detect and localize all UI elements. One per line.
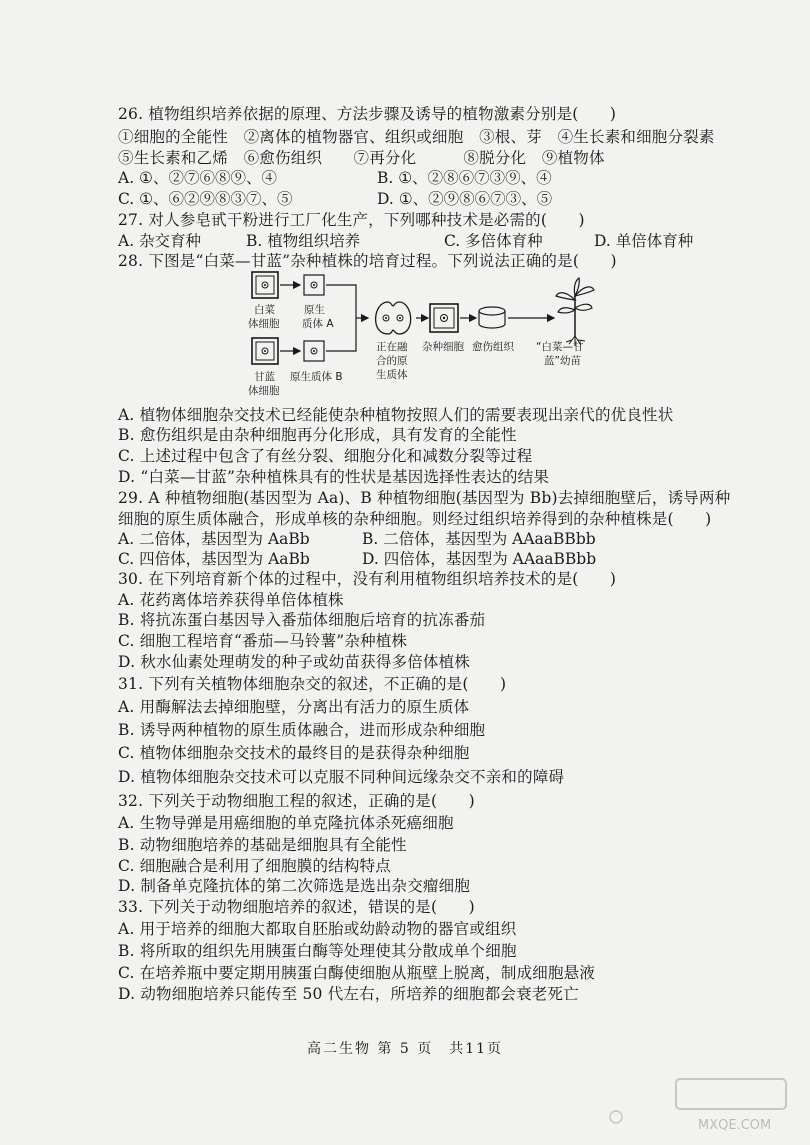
q30-option-c: C. 细胞工程培育“番茄—马铃薯”杂种植株 (118, 632, 408, 650)
q31-option-d: D. 植物体细胞杂交技术可以克服不同种间远缘杂交不亲和的障碍 (118, 768, 565, 786)
q27-stem: 27. 对人参皂甙干粉进行工厂化生产，下列哪种技术是必需的( ) (118, 211, 585, 229)
q29-stem: 29. A 种植物细胞(基因型为 Aa)、B 种植物细胞(基因型为 Bb)去掉细胞壁后，诱导两种 (118, 489, 731, 507)
hybrid-cell-label: 杂种细胞 (422, 341, 464, 353)
q29-option-b: B. 二倍体，基因型为 AAaaBBbb (362, 530, 596, 548)
protoplast-a-icon (304, 275, 324, 295)
cabbage-label-1: 白菜 (254, 304, 275, 316)
q27-option-b: B. 植物组织培养 (246, 232, 361, 250)
fusing-label-1: 正在融 (376, 341, 408, 353)
q30-option-a: A. 花药离体培养获得单倍体植株 (118, 591, 344, 609)
cabbage-label-2: 体细胞 (248, 318, 280, 330)
q33-option-c: C. 在培养瓶中要定期用胰蛋白酶使细胞从瓶壁上脱离，制成细胞悬液 (118, 964, 596, 982)
protoplast-b-icon (304, 341, 324, 361)
seedling-label-1: “白菜—甘 (536, 341, 584, 353)
site-watermark-logo (606, 1077, 796, 1137)
kale-cell-icon (252, 338, 278, 364)
q28-option-d: D. “白菜—甘蓝”杂种植株具有的性状是基因选择性表达的结果 (118, 468, 550, 486)
cabbage-cell-icon (252, 272, 278, 298)
q31-option-a: A. 用酶解法去掉细胞壁，分离出有活力的原生质体 (118, 698, 470, 716)
q32-stem: 32. 下列关于动物细胞工程的叙述，正确的是( ) (118, 792, 475, 810)
q29-stem-line2: 细胞的原生质体融合，形成单核的杂种细胞。则经过组织培养得到的杂种植株是( ) (118, 510, 712, 528)
q29-option-a: A. 二倍体，基因型为 AaBb (118, 530, 310, 548)
q28-stem: 28. 下图是“白菜—甘蓝”杂种植株的培育过程。下列说法正确的是( ) (118, 252, 617, 270)
q33-option-d: D. 动物细胞培养只能传至 50 代左右，所培养的细胞都会衰老死亡 (118, 985, 579, 1003)
protoplast-a-label-2: 质体 A (302, 318, 334, 330)
q26-option-d: D. ①、②⑨⑧⑥⑦③、⑤ (377, 190, 553, 208)
seedling-label-2: 蓝”幼苗 (544, 355, 581, 367)
q33-option-b: B. 将所取的组织先用胰蛋白酶等处理使其分散成单个细胞 (118, 942, 517, 960)
q26-option-a: A. ①、②⑦⑥⑧⑨、④ (118, 169, 277, 187)
q26-items-line2: ⑤生长素和乙烯 ⑥愈伤组织 ⑦再分化 ⑧脱分化 ⑨植物体 (118, 149, 605, 167)
q29-option-d: D. 四倍体，基因型为 AAaaBBbb (362, 550, 597, 568)
watermark-text: MXQE.COM (698, 1118, 772, 1133)
fusing-label-2: 合的原 (376, 355, 408, 367)
callus-icon (479, 307, 505, 328)
q27-option-a: A. 杂交育种 (118, 232, 202, 250)
fusing-protoplast-icon (376, 302, 411, 334)
kale-label-2: 体细胞 (248, 385, 280, 397)
q27-option-c: C. 多倍体育种 (444, 232, 543, 250)
q26-option-b: B. ①、②⑧⑥⑦③⑨、④ (377, 169, 552, 187)
hybrid-cultivation-diagram (240, 266, 620, 402)
hybrid-cell-icon (430, 304, 458, 332)
q29-option-c: C. 四倍体，基因型为 AaBb (118, 550, 310, 568)
kale-label-1: 甘蓝 (254, 371, 275, 383)
q30-option-b: B. 将抗冻蛋白基因导入番茄体细胞后培育的抗冻番茄 (118, 611, 486, 629)
q31-stem: 31. 下列有关植物体细胞杂交的叙述，不正确的是( ) (118, 675, 507, 693)
q31-option-b: B. 诱导两种植物的原生质体融合，进而形成杂种细胞 (118, 721, 486, 739)
q30-stem: 30. 在下列培育新个体的过程中，没有利用植物组织培养技术的是( ) (118, 570, 617, 588)
q26-items-line1: ①细胞的全能性 ②离体的植物器官、组织或细胞 ③根、芽 ④生长素和细胞分裂素 (118, 128, 715, 146)
q32-option-c: C. 细胞融合是利用了细胞膜的结构特点 (118, 857, 391, 875)
callus-label: 愈伤组织 (472, 341, 514, 353)
seedling-icon (556, 278, 594, 346)
q28-option-a: A. 植物体细胞杂交技术已经能使杂种植物按照人们的需要表现出亲代的优良性状 (118, 406, 674, 424)
protoplast-b-label: 原生质体 B (290, 371, 343, 383)
q27-option-d: D. 单倍体育种 (594, 232, 694, 250)
q28-option-c: C. 上述过程中包含了有丝分裂、细胞分化和减数分裂等过程 (118, 447, 533, 465)
q33-option-a: A. 用于培养的细胞大都取自胚胎或幼龄动物的器官或组织 (118, 920, 517, 938)
q30-option-d: D. 秋水仙素处理萌发的种子或幼苗获得多倍体植株 (118, 653, 471, 671)
q31-option-c: C. 植物体细胞杂交技术的最终目的是获得杂种细胞 (118, 744, 470, 762)
q33-stem: 33. 下列关于动物细胞培养的叙述，错误的是( ) (118, 898, 475, 916)
page-footer: 高二生物 第 5 页 共11页 (306, 1041, 504, 1057)
q26-stem: 26. 植物组织培养依据的原理、方法步骤及诱导的植物激素分别是( ) (118, 105, 617, 123)
q28-option-b: B. 愈伤组织是由杂种细胞再分化形成，具有发育的全能性 (118, 426, 517, 444)
q32-option-d: D. 制备单克隆抗体的第二次筛选是选出杂交瘤细胞 (118, 877, 471, 895)
q26-option-c: C. ①、⑥②⑨⑧③⑦、⑤ (118, 190, 293, 208)
fusing-label-3: 生质体 (376, 369, 408, 381)
q32-option-a: A. 生物导弹是用癌细胞的单克隆抗体杀死癌细胞 (118, 814, 454, 832)
q32-option-b: B. 动物细胞培养的基础是细胞具有全能性 (118, 836, 407, 854)
protoplast-a-label-1: 原生 (304, 304, 325, 316)
